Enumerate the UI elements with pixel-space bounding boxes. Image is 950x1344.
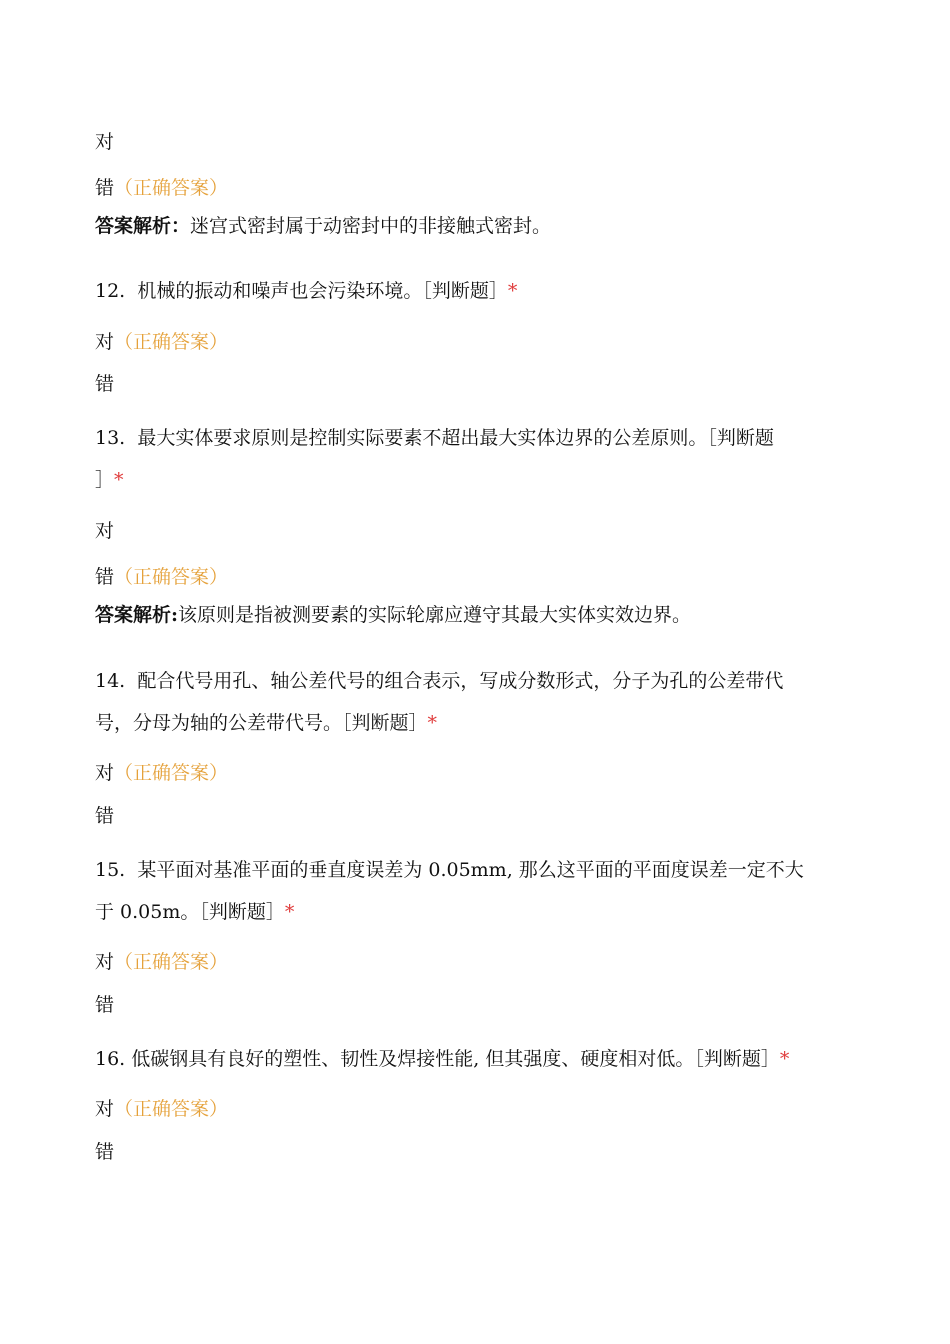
option-true[interactable]: 对（正确答案）	[95, 951, 229, 973]
correct-answer-tag: （正确答案）	[114, 177, 229, 199]
analysis-label: 答案解析：	[95, 215, 191, 237]
question-title: 13. 最大实体要求原则是控制实际要素不超出最大实体边界的公差原则。［判断题	[95, 427, 774, 449]
required-mark: *	[507, 280, 518, 302]
correct-answer-tag: （正确答案）	[114, 1098, 229, 1120]
option-true[interactable]: 对（正确答案）	[95, 1098, 229, 1120]
required-mark: *	[284, 901, 295, 923]
option-false[interactable]: 错	[95, 994, 115, 1016]
option-false[interactable]: 错（正确答案）	[95, 566, 229, 588]
question-title: 14. 配合代号用孔、轴公差代号的组合表示，写成分数形式，分子为孔的公差带代	[95, 670, 784, 692]
analysis-text: 迷宫式密封属于动密封中的非接触式密封。	[190, 215, 552, 237]
question-title: 16. 低碳钢具有良好的塑性、韧性及焊接性能, 但其强度、硬度相对低。［判断题］*	[95, 1048, 790, 1070]
option-true[interactable]: 对	[95, 131, 115, 153]
option-false[interactable]: 错（正确答案）	[95, 177, 229, 199]
correct-answer-tag: （正确答案）	[114, 762, 229, 784]
answer-analysis	[95, 605, 691, 626]
question-title-cont: 于 0.05m。［判断题］*	[95, 901, 295, 923]
option-false[interactable]: 错	[95, 373, 115, 395]
question-title: 12. 机械的振动和噪声也会污染环境。［判断题］*	[95, 280, 518, 302]
required-mark: *	[427, 712, 438, 734]
analysis-text: 该原则是指被测要素的实际轮廓应遵守其最大实体实效边界。	[178, 604, 692, 626]
option-true[interactable]: 对（正确答案）	[95, 762, 229, 784]
correct-answer-tag: （正确答案）	[114, 951, 229, 973]
option-true[interactable]: 对	[95, 520, 115, 542]
required-mark: *	[114, 469, 124, 491]
question-title: 15. 某平面对基准平面的垂直度误差为 0.05mm, 那么这平面的平面度误差一定不大	[95, 859, 804, 881]
analysis-label: 答案解析:	[95, 604, 179, 626]
question-title-cont: ］*	[95, 469, 124, 491]
question-title-cont: 号，分母为轴的公差带代号。［判断题］*	[95, 712, 438, 734]
option-false[interactable]: 错	[95, 805, 115, 827]
required-mark: *	[779, 1048, 790, 1070]
option-true[interactable]: 对（正确答案）	[95, 331, 229, 353]
correct-answer-tag: （正确答案）	[114, 566, 229, 588]
correct-answer-tag: （正确答案）	[114, 331, 229, 353]
option-false[interactable]: 错	[95, 1141, 115, 1163]
answer-analysis	[95, 216, 551, 237]
